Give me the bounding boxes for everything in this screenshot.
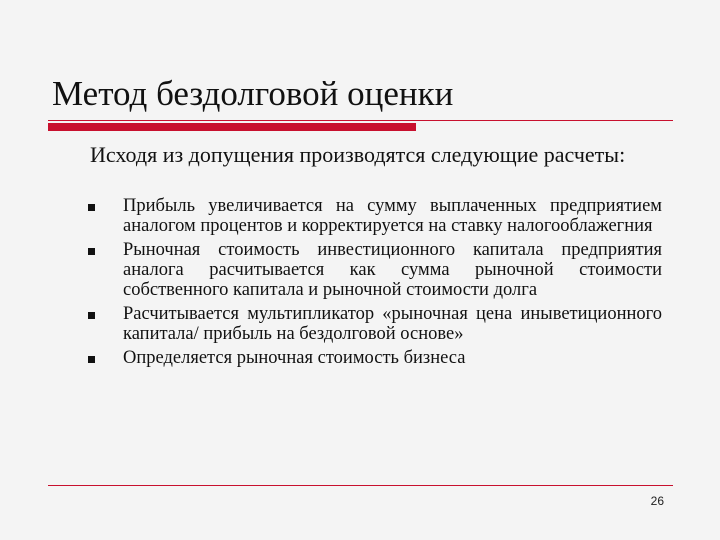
bullet-item [88, 240, 662, 300]
bullet-item [88, 304, 662, 344]
bullet-item [88, 196, 662, 236]
square-bullet-icon [88, 248, 95, 255]
square-bullet-icon [88, 204, 95, 211]
title-divider-line [48, 120, 673, 121]
bullet-text: Прибыль увеличивается на сумму выплаченных предприятием аналогом процентов и корректируется на ставку налогооблажегния [123, 196, 662, 236]
bullet-text: Расчитывается мультипликатор «рыночная цена иныветиционного капитала/ прибыль на бездолговой основе» [123, 304, 662, 344]
page-number: 26 [650, 494, 664, 508]
slide-title: Метод бездолговой оценки [52, 74, 454, 113]
square-bullet-icon [88, 312, 95, 319]
bullet-list [88, 196, 662, 372]
intro-text: Исходя из допущения производятся следующие расчеты: [90, 142, 626, 167]
bullet-item [88, 348, 662, 368]
bullet-text: Определяется рыночная стоимость бизнеса [123, 348, 466, 368]
bullet-text: Рыночная стоимость инвестиционного капитала предприятия аналога расчитывается как сумма рыночной стоимости собственного капитала и рыночной стоимости долга [123, 240, 662, 300]
square-bullet-icon [88, 356, 95, 363]
footer-divider-line [48, 485, 673, 486]
title-accent-bar [48, 123, 416, 131]
